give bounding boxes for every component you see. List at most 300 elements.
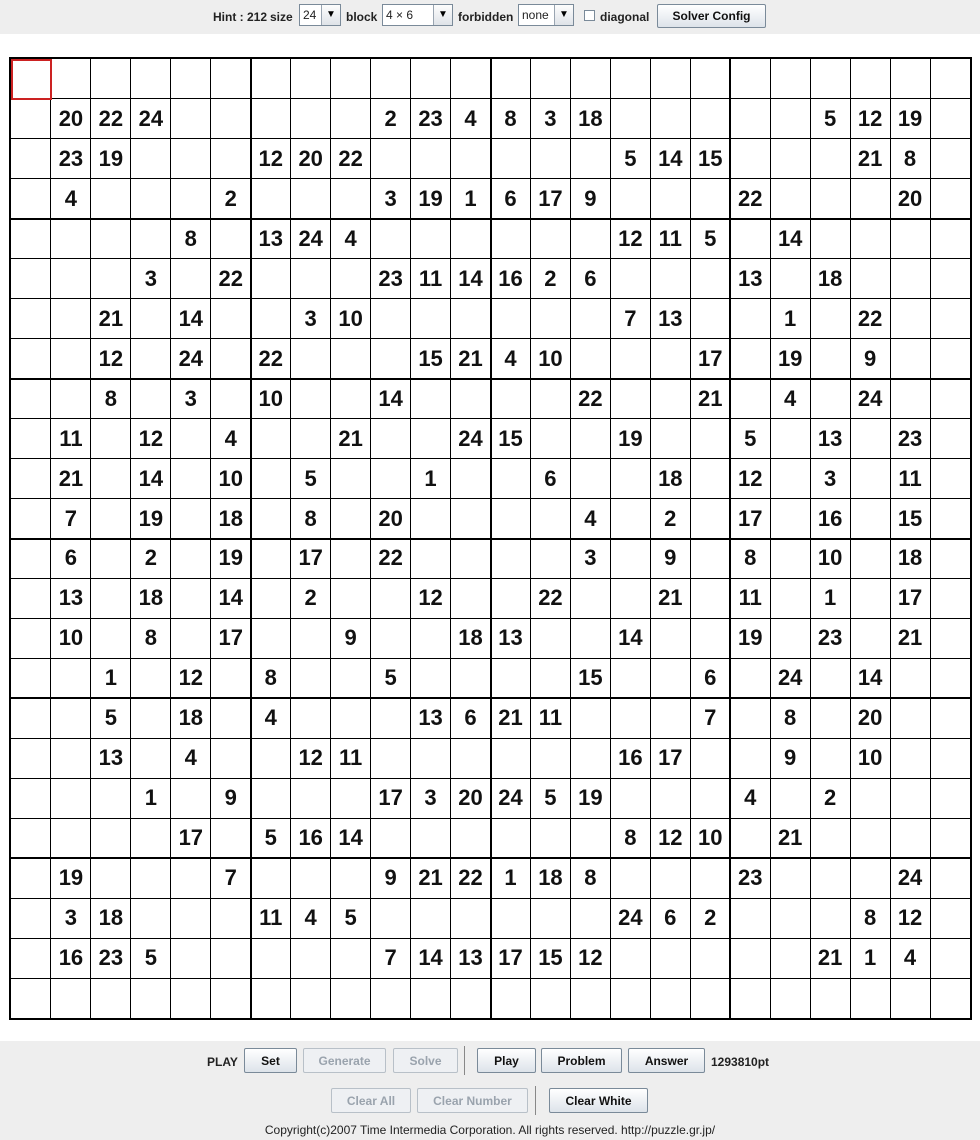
board-cell[interactable]: [131, 379, 171, 419]
board-cell[interactable]: [251, 738, 291, 778]
generate-button[interactable]: Generate: [303, 1048, 386, 1073]
board-cell[interactable]: [491, 499, 531, 539]
board-cell[interactable]: 12: [418, 585, 443, 611]
board-cell[interactable]: 1: [504, 865, 517, 891]
board-cell[interactable]: [131, 299, 171, 339]
board-cell[interactable]: [930, 818, 970, 858]
board-cell[interactable]: 10: [817, 545, 843, 571]
board-cell[interactable]: [51, 259, 91, 299]
board-cell[interactable]: [610, 339, 650, 379]
board-cell[interactable]: [930, 898, 970, 938]
board-cell[interactable]: [850, 459, 890, 499]
board-cell[interactable]: 3: [184, 385, 197, 411]
board-cell[interactable]: [850, 578, 890, 618]
board-cell[interactable]: [530, 818, 570, 858]
board-cell[interactable]: 17: [378, 785, 403, 811]
board-cell[interactable]: [11, 459, 51, 499]
board-cell[interactable]: 11: [339, 745, 363, 771]
board-cell[interactable]: [291, 179, 331, 219]
board-cell[interactable]: 16: [817, 505, 843, 531]
board-cell[interactable]: [730, 698, 770, 738]
board-cell[interactable]: [491, 738, 531, 778]
board-cell[interactable]: [530, 499, 570, 539]
board-cell[interactable]: [770, 499, 810, 539]
board-cell[interactable]: 17: [498, 945, 523, 971]
board-cell[interactable]: [251, 259, 291, 299]
board-cell[interactable]: 17: [298, 545, 323, 571]
board-cell[interactable]: [810, 139, 850, 179]
board-cell[interactable]: [610, 938, 650, 978]
board-cell[interactable]: 6: [584, 265, 597, 291]
board-cell[interactable]: [11, 858, 51, 898]
board-cell[interactable]: [650, 419, 690, 459]
board-cell[interactable]: 18: [218, 505, 243, 531]
board-cell[interactable]: [650, 179, 690, 219]
board-cell[interactable]: 3: [304, 305, 317, 331]
board-cell[interactable]: [91, 778, 131, 818]
board-cell[interactable]: 19: [98, 145, 124, 171]
board-cell[interactable]: [770, 99, 810, 139]
board-cell[interactable]: [930, 379, 970, 419]
board-cell[interactable]: [930, 618, 970, 658]
board-cell[interactable]: [730, 339, 770, 379]
clear-all-button[interactable]: Clear All: [331, 1088, 411, 1113]
board-cell[interactable]: [650, 978, 690, 1018]
board-cell[interactable]: [610, 578, 650, 618]
board-cell[interactable]: 22: [338, 145, 363, 171]
board-cell[interactable]: [371, 339, 411, 379]
board-cell[interactable]: [131, 179, 171, 219]
set-button[interactable]: Set: [244, 1048, 297, 1073]
board-cell[interactable]: [850, 419, 890, 459]
board-cell[interactable]: [530, 419, 570, 459]
board-cell[interactable]: [11, 539, 51, 579]
board-cell[interactable]: [690, 539, 730, 579]
board-cell[interactable]: 22: [538, 585, 563, 611]
board-cell[interactable]: 19: [58, 865, 84, 891]
clear-white-button[interactable]: Clear White: [549, 1088, 648, 1113]
board-cell[interactable]: [530, 658, 570, 698]
board-cell[interactable]: [251, 299, 291, 339]
board-cell[interactable]: [530, 618, 570, 658]
board-cell[interactable]: [211, 978, 251, 1018]
board-cell[interactable]: [451, 738, 491, 778]
board-cell[interactable]: 3: [64, 905, 78, 931]
board-cell[interactable]: [371, 898, 411, 938]
board-cell[interactable]: 10: [218, 465, 243, 491]
board-cell[interactable]: [890, 259, 930, 299]
board-cell[interactable]: [491, 459, 531, 499]
board-cell[interactable]: [171, 858, 211, 898]
board-cell[interactable]: [810, 59, 850, 99]
board-cell[interactable]: [51, 978, 91, 1018]
board-cell[interactable]: [850, 59, 890, 99]
board-cell[interactable]: [850, 858, 890, 898]
board-cell[interactable]: [650, 99, 690, 139]
board-cell[interactable]: [291, 658, 331, 698]
board-cell[interactable]: 13: [98, 745, 124, 771]
board-cell[interactable]: 4: [224, 425, 237, 451]
board-cell[interactable]: [371, 618, 411, 658]
board-cell[interactable]: [810, 698, 850, 738]
board-cell[interactable]: [211, 339, 251, 379]
board-cell[interactable]: [810, 299, 850, 339]
board-cell[interactable]: [890, 738, 930, 778]
board-cell[interactable]: [890, 658, 930, 698]
board-cell[interactable]: 8: [104, 385, 117, 411]
board-cell[interactable]: [491, 219, 531, 259]
board-cell[interactable]: [690, 938, 730, 978]
board-cell[interactable]: [331, 578, 371, 618]
board-cell[interactable]: [91, 618, 131, 658]
board-cell[interactable]: [610, 499, 650, 539]
board-cell[interactable]: [451, 978, 491, 1018]
board-cell[interactable]: [730, 938, 770, 978]
board-cell[interactable]: [51, 698, 91, 738]
board-cell[interactable]: [11, 698, 51, 738]
board-cell[interactable]: [610, 379, 650, 419]
board-cell[interactable]: [51, 658, 91, 698]
board-cell[interactable]: [331, 459, 371, 499]
board-cell[interactable]: [690, 578, 730, 618]
board-cell[interactable]: [650, 658, 690, 698]
board-cell[interactable]: [291, 698, 331, 738]
board-cell[interactable]: [371, 419, 411, 459]
board-cell[interactable]: [411, 738, 451, 778]
board-cell[interactable]: [171, 139, 211, 179]
board-cell[interactable]: [411, 499, 451, 539]
board-cell[interactable]: 10: [857, 745, 883, 771]
board-cell[interactable]: [491, 898, 531, 938]
board-cell[interactable]: 14: [418, 945, 443, 971]
board-cell[interactable]: 4: [464, 105, 477, 131]
board-cell[interactable]: 21: [857, 145, 883, 171]
board-cell[interactable]: [850, 539, 890, 579]
board-cell[interactable]: [171, 179, 211, 219]
board-cell[interactable]: 5: [344, 905, 357, 931]
board-cell[interactable]: [530, 978, 570, 1018]
board-cell[interactable]: [251, 59, 291, 99]
board-cell[interactable]: [610, 59, 650, 99]
board-cell[interactable]: 21: [698, 385, 723, 411]
board-cell[interactable]: [890, 219, 930, 259]
board-cell[interactable]: 17: [218, 625, 243, 651]
board-cell[interactable]: [610, 539, 650, 579]
board-cell[interactable]: [211, 139, 251, 179]
board-cell[interactable]: [131, 738, 171, 778]
board-cell[interactable]: 12: [857, 105, 883, 131]
board-cell[interactable]: 22: [857, 305, 883, 331]
board-cell[interactable]: 23: [378, 265, 403, 291]
board-cell[interactable]: 18: [897, 545, 923, 571]
play-button[interactable]: Play: [477, 1048, 536, 1073]
board-cell[interactable]: [930, 978, 970, 1018]
board-cell[interactable]: [610, 658, 650, 698]
board-cell[interactable]: [690, 179, 730, 219]
board-cell[interactable]: [211, 99, 251, 139]
board-cell[interactable]: 14: [658, 145, 683, 171]
board-cell[interactable]: 5: [304, 465, 317, 491]
board-cell[interactable]: 5: [544, 785, 557, 811]
board-cell[interactable]: [730, 299, 770, 339]
board-cell[interactable]: 8: [584, 865, 597, 891]
board-cell[interactable]: 4: [784, 385, 797, 411]
board-cell[interactable]: [331, 978, 371, 1018]
board-cell[interactable]: [291, 978, 331, 1018]
board-cell[interactable]: [171, 259, 211, 299]
board-cell[interactable]: [411, 898, 451, 938]
board-cell[interactable]: [491, 299, 531, 339]
board-cell[interactable]: [570, 419, 610, 459]
board-cell[interactable]: [11, 179, 51, 219]
board-cell[interactable]: 5: [104, 705, 117, 731]
board-cell[interactable]: 21: [658, 585, 683, 611]
board-cell[interactable]: [291, 419, 331, 459]
board-cell[interactable]: [331, 379, 371, 419]
board-cell[interactable]: [890, 978, 930, 1018]
board-cell[interactable]: 21: [98, 305, 124, 331]
board-cell[interactable]: 12: [897, 905, 923, 931]
board-cell[interactable]: [730, 898, 770, 938]
board-cell[interactable]: [131, 139, 171, 179]
board-cell[interactable]: 24: [618, 905, 643, 931]
board-cell[interactable]: [331, 938, 371, 978]
board-cell[interactable]: [530, 539, 570, 579]
board-cell[interactable]: [930, 738, 970, 778]
board-cell[interactable]: 3: [544, 105, 557, 131]
board-cell[interactable]: 15: [698, 145, 723, 171]
board-cell[interactable]: [11, 578, 51, 618]
board-cell[interactable]: 5: [144, 945, 157, 971]
board-cell[interactable]: [850, 219, 890, 259]
board-cell[interactable]: [171, 99, 211, 139]
board-cell[interactable]: 14: [178, 305, 204, 331]
board-cell[interactable]: [131, 658, 171, 698]
board-cell[interactable]: 14: [618, 625, 643, 651]
board-cell[interactable]: [810, 858, 850, 898]
board-cell[interactable]: [91, 539, 131, 579]
board-cell[interactable]: 8: [624, 825, 637, 851]
board-cell[interactable]: [211, 898, 251, 938]
board-cell[interactable]: [770, 539, 810, 579]
board-cell[interactable]: 8: [504, 105, 517, 131]
solve-button[interactable]: Solve: [393, 1048, 458, 1073]
board-cell[interactable]: [91, 179, 131, 219]
board-cell[interactable]: [91, 818, 131, 858]
board-cell[interactable]: 13: [817, 425, 843, 451]
board-cell[interactable]: [371, 738, 411, 778]
board-cell[interactable]: [331, 858, 371, 898]
board-cell[interactable]: [890, 339, 930, 379]
board-cell[interactable]: [770, 778, 810, 818]
board-cell[interactable]: [810, 179, 850, 219]
board-cell[interactable]: 16: [298, 825, 323, 851]
board-cell[interactable]: 2: [384, 105, 397, 131]
board-cell[interactable]: [770, 978, 810, 1018]
board-cell[interactable]: [451, 139, 491, 179]
board-cell[interactable]: 13: [498, 625, 523, 651]
board-cell[interactable]: [570, 578, 610, 618]
board-cell[interactable]: 19: [138, 505, 164, 531]
board-cell[interactable]: [491, 978, 531, 1018]
board-cell[interactable]: [690, 259, 730, 299]
board-cell[interactable]: [211, 698, 251, 738]
board-cell[interactable]: [930, 339, 970, 379]
board-cell[interactable]: 2: [144, 545, 157, 571]
board-cell[interactable]: 4: [504, 345, 517, 371]
board-cell[interactable]: [411, 658, 451, 698]
board-cell[interactable]: 1: [424, 465, 437, 491]
board-cell[interactable]: [251, 778, 291, 818]
board-cell[interactable]: [890, 818, 930, 858]
board-cell[interactable]: 17: [658, 745, 683, 771]
board-cell[interactable]: [251, 978, 291, 1018]
board-cell[interactable]: [690, 778, 730, 818]
board-cell[interactable]: [411, 818, 451, 858]
board-cell[interactable]: [730, 59, 770, 99]
board-cell[interactable]: 7: [64, 505, 78, 531]
board-cell[interactable]: [11, 658, 51, 698]
board-cell[interactable]: [730, 219, 770, 259]
board-cell[interactable]: [930, 578, 970, 618]
board-cell[interactable]: [810, 379, 850, 419]
board-cell[interactable]: [331, 259, 371, 299]
board-cell[interactable]: [171, 898, 211, 938]
board-cell[interactable]: 12: [737, 465, 763, 491]
board-cell[interactable]: 9: [863, 345, 877, 371]
board-cell[interactable]: [810, 219, 850, 259]
board-cell[interactable]: [331, 59, 371, 99]
board-cell[interactable]: [690, 978, 730, 1018]
board-cell[interactable]: [530, 219, 570, 259]
board-cell[interactable]: 21: [338, 425, 363, 451]
board-cell[interactable]: 3: [144, 265, 157, 291]
board-cell[interactable]: 1: [824, 585, 837, 611]
solver-config-button[interactable]: Solver Config: [657, 4, 766, 28]
board-cell[interactable]: [131, 339, 171, 379]
board-cell[interactable]: [211, 59, 251, 99]
board-cell[interactable]: 15: [578, 665, 603, 691]
board-cell[interactable]: 7: [704, 705, 717, 731]
board-cell[interactable]: 12: [298, 745, 323, 771]
board-cell[interactable]: [11, 738, 51, 778]
board-cell[interactable]: [690, 459, 730, 499]
board-cell[interactable]: 21: [458, 345, 483, 371]
board-cell[interactable]: [491, 658, 531, 698]
board-cell[interactable]: [930, 858, 970, 898]
board-cell[interactable]: [451, 898, 491, 938]
board-cell[interactable]: [451, 818, 491, 858]
board-cell[interactable]: 19: [418, 185, 443, 211]
board-cell[interactable]: [650, 938, 690, 978]
board-cell[interactable]: 4: [744, 785, 757, 811]
board-cell[interactable]: [251, 99, 291, 139]
board-cell[interactable]: 8: [144, 625, 157, 651]
board-cell[interactable]: 3: [384, 185, 397, 211]
board-cell[interactable]: [770, 259, 810, 299]
board-cell[interactable]: [91, 578, 131, 618]
board-cell[interactable]: 15: [498, 425, 523, 451]
board-cell[interactable]: [251, 618, 291, 658]
board-cell[interactable]: [171, 618, 211, 658]
board-cell[interactable]: [51, 219, 91, 259]
board-cell[interactable]: [331, 698, 371, 738]
board-cell[interactable]: 23: [98, 945, 124, 971]
board-cell[interactable]: [291, 339, 331, 379]
board-cell[interactable]: [650, 618, 690, 658]
board-cell[interactable]: 15: [897, 505, 923, 531]
board-cell[interactable]: [690, 59, 730, 99]
board-cell[interactable]: 19: [578, 785, 603, 811]
board-cell[interactable]: [291, 259, 331, 299]
board-cell[interactable]: 19: [897, 105, 923, 131]
board-cell[interactable]: [850, 259, 890, 299]
board-cell[interactable]: [11, 898, 51, 938]
board-cell[interactable]: 13: [658, 305, 683, 331]
board-cell[interactable]: [131, 698, 171, 738]
board-cell[interactable]: 8: [863, 905, 877, 931]
board-cell[interactable]: [371, 59, 411, 99]
board-cell[interactable]: 24: [298, 225, 323, 251]
board-cell[interactable]: 9: [784, 745, 797, 771]
board-cell[interactable]: [91, 459, 131, 499]
board-cell[interactable]: [131, 818, 171, 858]
board-cell[interactable]: [211, 738, 251, 778]
board-cell[interactable]: [570, 59, 610, 99]
board-cell[interactable]: [91, 259, 131, 299]
board-cell[interactable]: [810, 978, 850, 1018]
board-cell[interactable]: [451, 379, 491, 419]
board-cell[interactable]: 8: [184, 225, 197, 251]
board-cell[interactable]: 24: [138, 105, 164, 131]
board-cell[interactable]: 14: [218, 585, 243, 611]
board-cell[interactable]: [411, 618, 451, 658]
board-cell[interactable]: 5: [744, 425, 757, 451]
board-cell[interactable]: 20: [458, 785, 483, 811]
board-cell[interactable]: 14: [458, 265, 483, 291]
board-cell[interactable]: [251, 179, 291, 219]
board-cell[interactable]: [171, 578, 211, 618]
board-cell[interactable]: 22: [378, 545, 403, 571]
board-cell[interactable]: 2: [664, 505, 677, 531]
board-cell[interactable]: [371, 578, 411, 618]
board-cell[interactable]: 19: [737, 625, 763, 651]
board-cell[interactable]: [690, 419, 730, 459]
board-cell[interactable]: [570, 898, 610, 938]
board-cell[interactable]: 10: [538, 345, 563, 371]
board-cell[interactable]: 1: [104, 665, 117, 691]
board-cell[interactable]: [690, 738, 730, 778]
board-cell[interactable]: 9: [384, 865, 397, 891]
board-cell[interactable]: [251, 419, 291, 459]
board-cell[interactable]: 1: [784, 305, 797, 331]
board-cell[interactable]: [251, 938, 291, 978]
board-cell[interactable]: [451, 299, 491, 339]
board-cell[interactable]: [690, 499, 730, 539]
clear-number-button[interactable]: Clear Number: [417, 1088, 528, 1113]
board-cell[interactable]: [690, 618, 730, 658]
board-cell[interactable]: [11, 99, 51, 139]
board-cell[interactable]: 18: [178, 705, 204, 731]
board-cell[interactable]: [51, 818, 91, 858]
board-cell[interactable]: [411, 978, 451, 1018]
board-cell[interactable]: [770, 578, 810, 618]
board-cell[interactable]: [770, 938, 810, 978]
board-cell[interactable]: 9: [224, 785, 237, 811]
board-cell[interactable]: [570, 299, 610, 339]
board-cell[interactable]: [211, 299, 251, 339]
board-cell[interactable]: [371, 299, 411, 339]
